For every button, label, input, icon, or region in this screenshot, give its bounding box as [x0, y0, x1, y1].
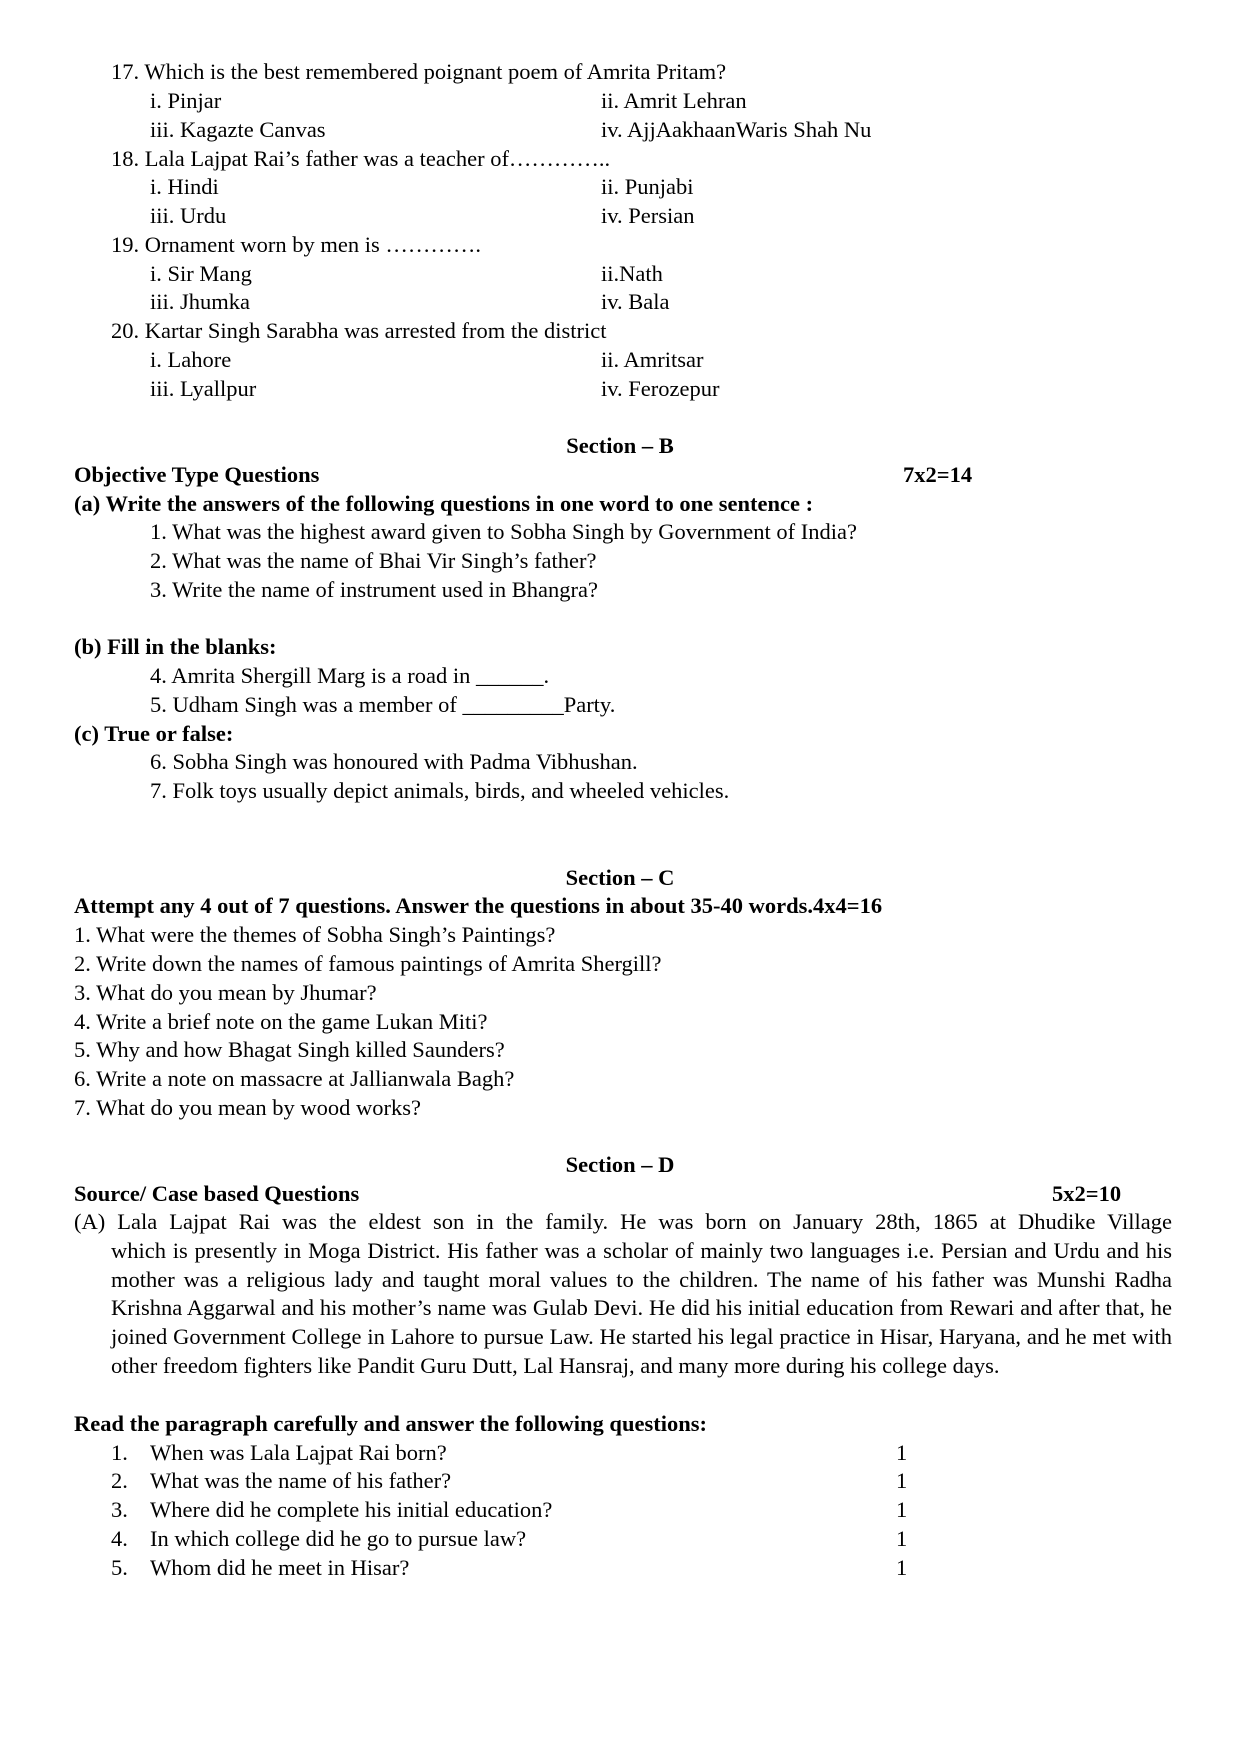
case-q2-number: 2.	[111, 1468, 128, 1493]
q20-option-1: i. Lahore	[150, 347, 232, 372]
question-20: 20. Kartar Singh Sarabha was arrested from the district	[111, 318, 607, 343]
q18-option-2: ii. Punjabi	[601, 174, 694, 199]
q17-option-1: i. Pinjar	[150, 88, 222, 113]
case-passage-body: which is presently in Moga District. His father was a scholar of mainly two languages i.e. Persian and Urdu and his mother was a religious lady and taught moral values to the children. The name of his father was Munshi Radha Krishna Aggarwal and his mother’s name was Gulab Devi. He did his initial education from Rewari and after that, he joined Government College in Lahore to pursue Law. He started his legal practice in Hisar, Haryana, and he met with other freedom fighters like Pandit Guru Dutt, Lal Hansraj, and many more during his college days.	[111, 1237, 1172, 1378]
section-b-title: Section – B	[566, 433, 674, 458]
case-q4-number: 4.	[111, 1526, 128, 1551]
section-d-read-instruction: Read the paragraph carefully and answer the following questions:	[74, 1411, 707, 1436]
question-17: 17. Which is the best remembered poignant poem of Amrita Pritam?	[111, 59, 727, 84]
q20-option-3: iii. Lyallpur	[150, 376, 257, 401]
section-b-heading: Objective Type Questions	[74, 462, 320, 487]
question-18: 18. Lala Lajpat Rai’s father was a teacher of…………..	[111, 146, 611, 171]
section-b-part-c: (c) True or false:	[74, 721, 234, 746]
section-b-part-a: (a) Write the answers of the following questions in one word to one sentence :	[74, 491, 814, 516]
case-q5-mark: 1	[896, 1555, 908, 1580]
case-q5-text: Whom did he meet in Hisar?	[150, 1555, 410, 1580]
section-d-title: Section – D	[565, 1152, 675, 1177]
section-c-title: Section – C	[565, 865, 675, 890]
section-b-q5: 5. Udham Singh was a member of _________Party.	[150, 692, 616, 717]
question-19: 19. Ornament worn by men is ………….	[111, 232, 481, 257]
section-c-q2: 2. Write down the names of famous paintings of Amrita Shergill?	[74, 951, 662, 976]
section-b-q3: 3. Write the name of instrument used in Bhangra?	[150, 577, 598, 602]
case-passage-first-line: (A) Lala Lajpat Rai was the eldest son in the family. He was born on January 28th, 1865 at Dhudike Village	[74, 1209, 1172, 1234]
q19-option-2: ii.Nath	[601, 261, 663, 286]
case-q1-text: When was Lala Lajpat Rai born?	[150, 1440, 447, 1465]
section-b-q4: 4. Amrita Shergill Marg is a road in ______.	[150, 663, 550, 688]
q19-option-3: iii. Jhumka	[150, 289, 250, 314]
case-q1-mark: 1	[896, 1440, 908, 1465]
case-q3-mark: 1	[896, 1497, 908, 1522]
section-b-q7: 7. Folk toys usually depict animals, birds, and wheeled vehicles.	[150, 778, 730, 803]
q17-option-3: iii. Kagazte Canvas	[150, 117, 326, 142]
section-c-q3: 3. What do you mean by Jhumar?	[74, 980, 377, 1005]
section-b-part-b: (b) Fill in the blanks:	[74, 634, 277, 659]
section-c-q6: 6. Write a note on massacre at Jallianwala Bagh?	[74, 1066, 515, 1091]
case-q2-mark: 1	[896, 1468, 908, 1493]
q18-option-1: i. Hindi	[150, 174, 219, 199]
section-b-q1: 1. What was the highest award given to Sobha Singh by Government of India?	[150, 519, 857, 544]
case-q4-text: In which college did he go to pursue law?	[150, 1526, 527, 1551]
section-c-q7: 7. What do you mean by wood works?	[74, 1095, 422, 1120]
section-b-marks: 7x2=14	[903, 462, 973, 487]
q18-option-3: iii. Urdu	[150, 203, 227, 228]
section-b-q2: 2. What was the name of Bhai Vir Singh’s father?	[150, 548, 597, 573]
section-c-q1: 1. What were the themes of Sobha Singh’s Paintings?	[74, 922, 556, 947]
case-q2-text: What was the name of his father?	[150, 1468, 452, 1493]
section-b-q6: 6. Sobha Singh was honoured with Padma Vibhushan.	[150, 749, 638, 774]
case-q1-number: 1.	[111, 1440, 128, 1465]
q18-option-4: iv. Persian	[601, 203, 695, 228]
q17-option-2: ii. Amrit Lehran	[601, 88, 747, 113]
q20-option-2: ii. Amritsar	[601, 347, 704, 372]
case-q5-number: 5.	[111, 1555, 128, 1580]
case-passage	[74, 1208, 1172, 1381]
case-q3-text: Where did he complete his initial education?	[150, 1497, 553, 1522]
q17-option-4: iv. AjjAakhaanWaris Shah Nu	[601, 117, 872, 142]
section-c-q4: 4. Write a brief note on the game Lukan Miti?	[74, 1009, 488, 1034]
case-q3-number: 3.	[111, 1497, 128, 1522]
section-d-heading: Source/ Case based Questions	[74, 1181, 360, 1206]
q19-option-4: iv. Bala	[601, 289, 670, 314]
section-c-q5: 5. Why and how Bhagat Singh killed Saunders?	[74, 1037, 505, 1062]
section-d-marks: 5x2=10	[1052, 1181, 1122, 1206]
case-q4-mark: 1	[896, 1526, 908, 1551]
section-c-instruction: Attempt any 4 out of 7 questions. Answer the questions in about 35-40 words.4x4=16	[74, 893, 883, 918]
q19-option-1: i. Sir Mang	[150, 261, 252, 286]
q20-option-4: iv. Ferozepur	[601, 376, 720, 401]
